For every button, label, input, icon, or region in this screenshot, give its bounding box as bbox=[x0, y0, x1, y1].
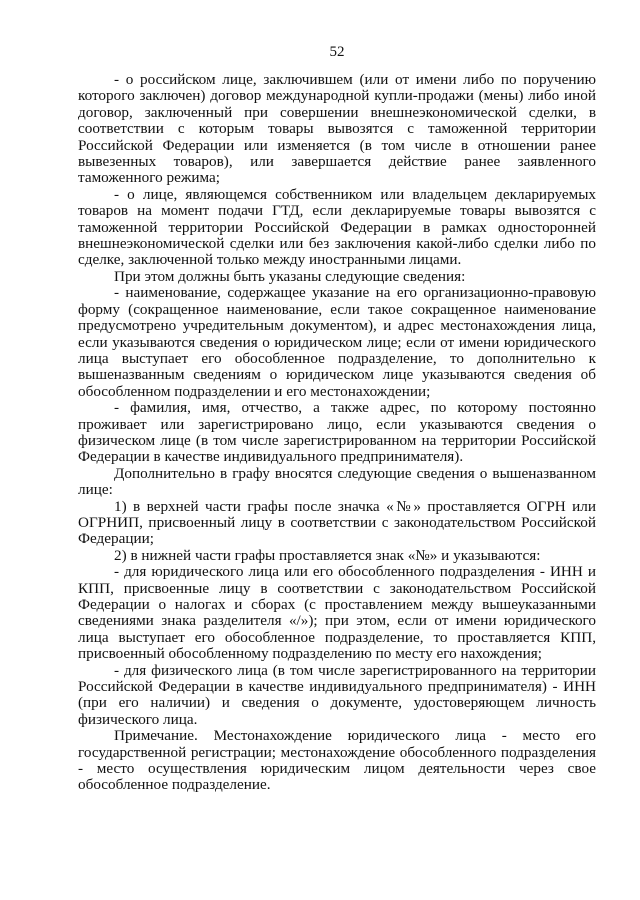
paragraph-inn-individual: - для физического лица (в том числе зарегистрированного на территории Российской Федерации в качестве индивидуального предпринимателя) - ИНН (при его наличии) и сведения о документе, удостоверяющем личность физического лица. bbox=[78, 661, 596, 728]
paragraph-russian-contract-party: - о российском лице, заключившем (или от имени либо по поручению которого заключен) договор международной купли-продажи (мены) либо иной договор, заключенный при совершении внешнеэкономической сделки, в соответствии с которым товары вывозятся с таможенной территории Российской Федерации или изменяется (в том числе в отношении ранее вывезенных товаров), или завершается действие ранее заявленного таможенного режима; bbox=[78, 71, 596, 187]
paragraph-legal-entity-name: - наименование, содержащее указание на его организационно-правовую форму (сокращенное наименование, если такое сокращенное наименование предусмотрено учредительным документом), и адрес местонахождения лица, если указываются сведения о юридическом лице; если от имени юридического лица выступает его обособленное подразделение, то дополнительно к вышеназванным сведениям о юридическом лице указываются сведения об обособленном подразделении и его местонахождении; bbox=[78, 284, 596, 400]
paragraph-inn-kpp-legal: - для юридического лица или его обособленного подразделения - ИНН и КПП, присвоенные лицу в соответствии с законодательством Российской Федерации о налогах и сборах (с проставлением между вышеуказанными сведениями знака разделителя «/»); при этом, если от имени юридического лица выступает его обособленное подразделение, то проставляется КПП, присвоенный обособленному подразделению по месту его нахождения; bbox=[78, 563, 596, 663]
paragraph-ogrn: 1) в верхней части графы после значка «№» проставляется ОГРН или ОГРНИП, присвоенный лицу в соответствии с законодательством Российской Федерации; bbox=[78, 497, 596, 548]
paragraph-goods-owner: - о лице, являющемся собственником или владельцем декларируемых товаров на момент подачи ГТД, если декларируемые товары вывозятся с таможенной территории Российской Федерации в рамках односторонней внешнеэкономической сделки или без заключения какой-либо сделки либо по сделке, заключенной только между иностранными лицами. bbox=[78, 185, 596, 269]
paragraph-additional-info: Дополнительно в графу вносятся следующие сведения о вышеназванном лице: bbox=[78, 464, 596, 499]
page-number: 52 bbox=[329, 44, 345, 60]
paragraph-note: Примечание. Местонахождение юридического лица - место его государственной регистрации; местонахождение обособленного подразделения - место осуществления юридическим лицом деятельности через свое обособленное подразделение. bbox=[78, 727, 596, 794]
paragraph-individual-name: - фамилия, имя, отчество, а также адрес, по которому постоянно проживает или зарегистрировано лицо, если указываются сведения о физическом лице (в том числе зарегистрированном на территории Российской Федерации в качестве индивидуального предпринимателя). bbox=[78, 399, 596, 466]
document-page bbox=[78, 44, 596, 794]
paragraph-lower-part: 2) в нижней части графы проставляется знак «№» и указываются: bbox=[114, 546, 541, 564]
paragraph-required-info-intro: При этом должны быть указаны следующие сведения: bbox=[114, 267, 466, 285]
